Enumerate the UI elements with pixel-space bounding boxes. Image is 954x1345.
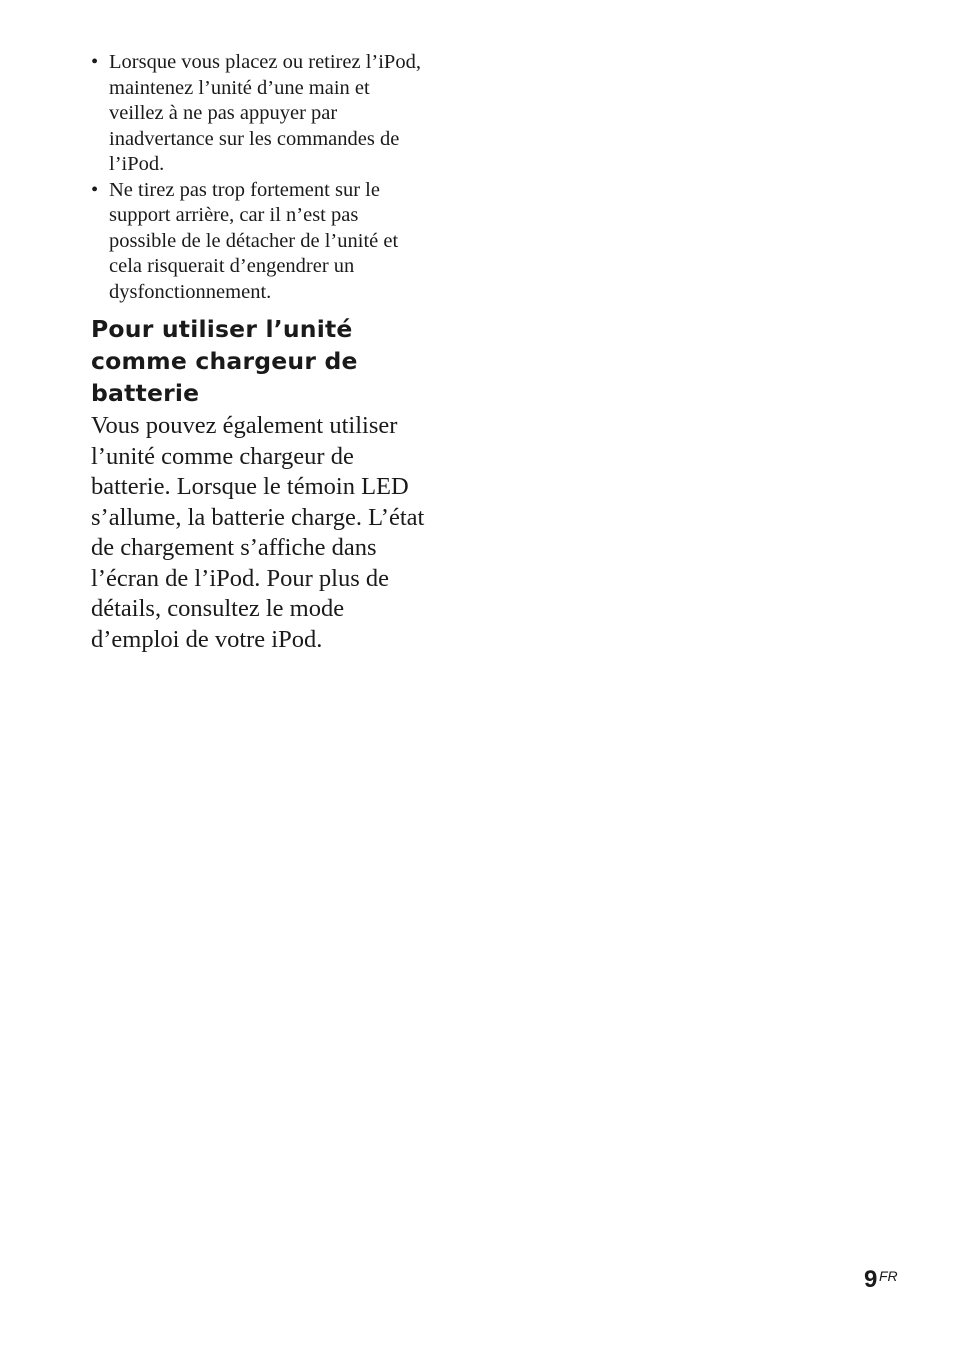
main-column [91,50,451,655]
bullet-item [91,50,451,178]
bullet-line: l’iPod. [109,153,165,175]
bullet-symbol: • [91,178,99,201]
section-body [91,411,451,655]
section-title-line: comme chargeur de [91,347,358,375]
bullet-list [91,50,451,305]
page-number: 9 [864,1266,878,1293]
bullet-line: support arrière, car il n’est pas [109,204,359,226]
section-title [91,313,451,409]
body-line: détails, consultez le mode [91,595,345,622]
bullet-line: dysfonctionnement. [109,280,272,303]
bullet-line: Lorsque vous placez ou retirez l’iPod, [109,51,421,73]
bullet-line: possible de le détacher de l’unité et [109,229,399,252]
body-line: Vous pouvez également utiliser [91,412,398,439]
bullet-item [91,178,451,306]
bullet-line: inadvertance sur les commandes de [109,127,400,150]
body-line: batterie. Lorsque le témoin LED [91,473,409,500]
bullet-symbol: • [91,51,99,73]
body-line: s’allume, la batterie charge. L’état [91,503,425,531]
body-line: d’emploi de votre iPod. [91,625,323,653]
section-title-line: Pour utiliser l’unité [91,315,353,343]
bullet-line: maintenez l’unité d’une main et [109,76,370,99]
bullet-line: Ne tirez pas trop fortement sur le [109,178,380,201]
body-line: de chargement s’affiche dans [91,534,377,561]
page-language: FR [879,1268,898,1284]
body-line: l’écran de l’iPod. Pour plus de [91,564,390,592]
section-title-line: batterie [91,379,200,407]
bullet-line: cela risquerait d’engendrer un [109,255,355,277]
bullet-line: veillez à ne pas appuyer par [109,102,338,124]
body-line: l’unité comme chargeur de [91,442,354,470]
